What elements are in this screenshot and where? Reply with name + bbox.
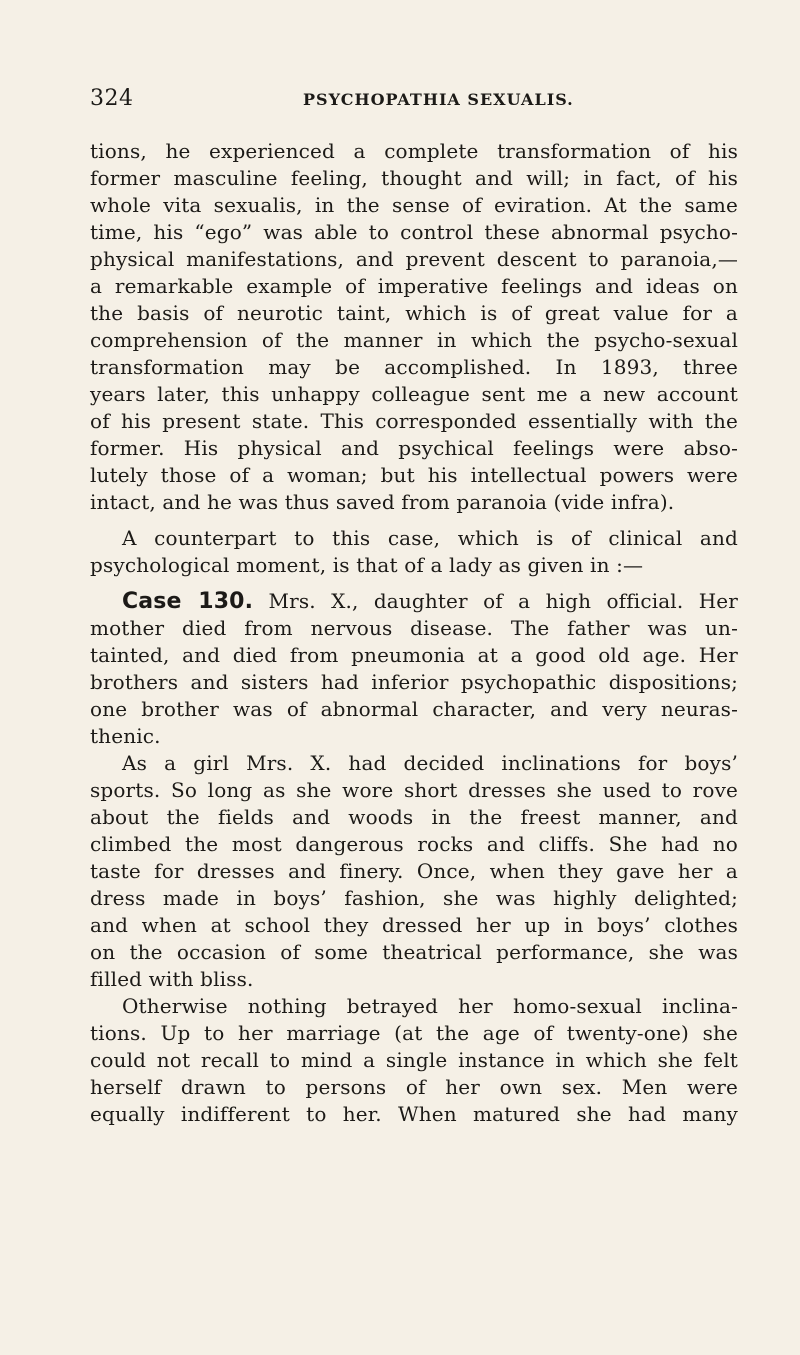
text-line: transformation may be accomplished. In 1893, three: [90, 355, 738, 379]
text-line: thenic.: [90, 724, 161, 748]
page-header: [90, 86, 738, 116]
paragraph-4: [90, 750, 738, 993]
text-line: A counterpart to this case, which is of clinical and: [122, 526, 738, 550]
text-line: and when at school they dressed her up in boys’ clothes: [90, 913, 738, 937]
text-line: equally indifferent to her. When matured she had many: [90, 1102, 738, 1126]
text-line: taste for dresses and finery. Once, when they gave her a: [90, 859, 738, 883]
text-line: could not recall to mind a single instance in which she felt: [90, 1048, 738, 1072]
text-line: mother died from nervous disease. The father was un-: [90, 616, 738, 640]
paragraph-gap: [90, 579, 738, 588]
paragraph-1: [90, 138, 738, 516]
text-line: time, his “ego” was able to control these abnormal psycho-: [90, 220, 738, 244]
text-line: brothers and sisters had inferior psychopathic dispositions;: [90, 670, 738, 694]
text-line: filled with bliss.: [90, 967, 254, 991]
text-line: comprehension of the manner in which the psycho-sexual: [90, 328, 738, 352]
text-line: psychological moment, is that of a lady as given in :—: [90, 553, 644, 577]
case-label: Case 130.: [122, 589, 254, 614]
text-line: years later, this unhappy colleague sent me a new account: [90, 382, 738, 406]
text-line: tions. Up to her marriage (at the age of twenty-one) she: [90, 1021, 738, 1045]
page-number: 324: [90, 86, 134, 111]
text-line: former masculine feeling, thought and will; in fact, of his: [90, 166, 738, 190]
text-line: on the occasion of some theatrical performance, she was: [90, 940, 738, 964]
text-line: dress made in boys’ fashion, she was highly delighted;: [90, 886, 738, 910]
text-line-with-case-label: [90, 588, 738, 615]
paragraph-3: [90, 588, 738, 750]
paragraph-5: [90, 993, 738, 1128]
text-line: of his present state. This corresponded essentially with the: [90, 409, 738, 433]
text-line: about the fields and woods in the freest manner, and: [90, 805, 738, 829]
case-text: Mrs. X., daughter of a high official. Her: [268, 589, 738, 613]
text-line: physical manifestations, and prevent descent to paranoia,—: [90, 247, 738, 271]
text-line: Otherwise nothing betrayed her homo-sexual inclina-: [122, 994, 738, 1018]
text-line: one brother was of abnormal character, and very neuras-: [90, 697, 738, 721]
text-line: whole vita sexualis, in the sense of eviration. At the same: [90, 193, 738, 217]
text-line: herself drawn to persons of her own sex. Men were: [90, 1075, 738, 1099]
text-line: sports. So long as she wore short dresses she used to rove: [90, 778, 738, 802]
text-line: former. His physical and psychical feelings were abso-: [90, 436, 738, 460]
paragraph-2: [90, 525, 738, 579]
running-title: PSYCHOPATHIA SEXUALIS.: [303, 90, 574, 109]
body-text: [90, 138, 738, 1128]
text-line: a remarkable example of imperative feelings and ideas on: [90, 274, 738, 298]
text-line: climbed the most dangerous rocks and cliffs. She had no: [90, 832, 738, 856]
text-line: As a girl Mrs. X. had decided inclinations for boys’: [122, 751, 738, 775]
text-line: the basis of neurotic taint, which is of great value for a: [90, 301, 738, 325]
paragraph-gap: [90, 516, 738, 525]
text-line: tainted, and died from pneumonia at a good old age. Her: [90, 643, 738, 667]
text-line: intact, and he was thus saved from paranoia (vide infra).: [90, 490, 675, 514]
text-line: tions, he experienced a complete transformation of his: [90, 139, 738, 163]
text-line: lutely those of a woman; but his intellectual powers were: [90, 463, 738, 487]
